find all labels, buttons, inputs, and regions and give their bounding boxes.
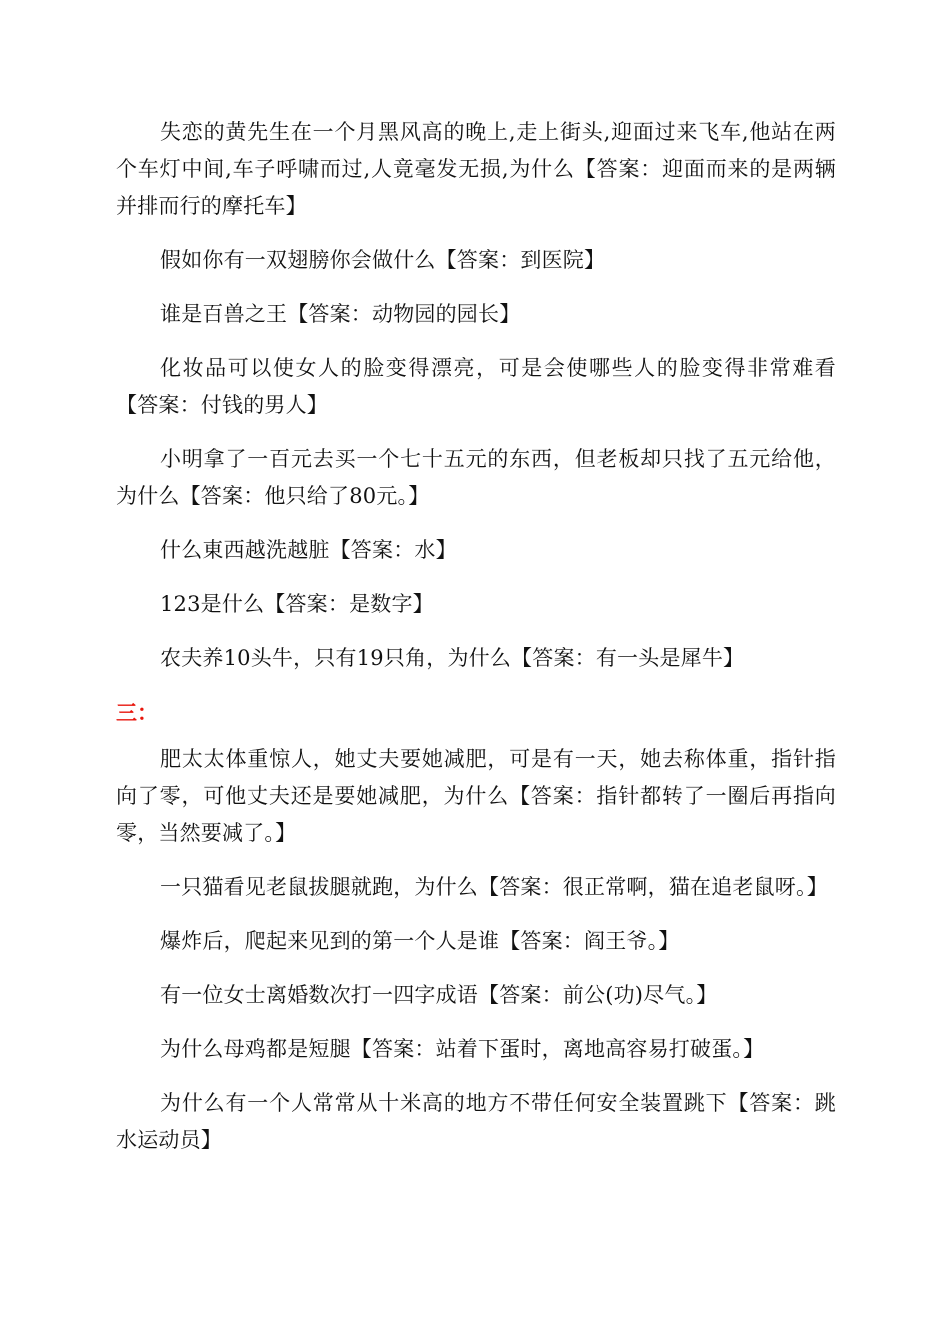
riddle-paragraph: 一只猫看见老鼠拔腿就跑，为什么【答案：很正常啊，猫在追老鼠呀。】 — [160, 875, 828, 899]
riddle-paragraph: 什么東西越洗越脏【答案：水】 — [160, 538, 457, 562]
riddle-paragraph: 假如你有一双翅膀你会做什么【答案：到医院】 — [160, 248, 606, 272]
riddle-paragraph: 有一位女士离婚数次打一四字成语【答案：前公(功)尽气。】 — [160, 983, 718, 1007]
document-page — [116, 114, 836, 1176]
riddle-paragraph: 为什么母鸡都是短腿【答案：站着下蛋时，离地高容易打破蛋。】 — [160, 1037, 765, 1061]
riddle-paragraph: 123是什么【答案：是数字】 — [160, 592, 434, 616]
riddle-paragraph: 失恋的黄先生在一个月黑风高的晚上,走上街头,迎面过来飞车,他站在两个车灯中间,车子呼啸而过,人竟毫发无损,为什么【答案：迎面而来的是两辆并排而行的摩托车】 — [116, 120, 836, 218]
riddle-paragraph: 谁是百兽之王【答案：动物园的园长】 — [160, 302, 521, 326]
riddle-paragraph: 农夫养10头牛，只有19只角，为什么【答案：有一头是犀牛】 — [160, 646, 745, 670]
riddle-paragraph: 肥太太体重惊人，她丈夫要她减肥，可是有一天，她去称体重，指针指向了零，可他丈夫还是要她减肥，为什么【答案：指针都转了一圈后再指向零，当然要减了。】 — [116, 747, 836, 845]
riddle-paragraph: 为什么有一个人常常从十米高的地方不带任何安全装置跳下【答案：跳水运动员】 — [116, 1091, 836, 1152]
riddle-paragraph: 化妆品可以使女人的脸变得漂亮，可是会使哪些人的脸变得非常难看【答案：付钱的男人】 — [116, 356, 836, 417]
riddle-paragraph: 小明拿了一百元去买一个七十五元的东西，但老板却只找了五元给他，为什么【答案：他只给了80元。】 — [116, 447, 836, 508]
riddle-paragraph: 爆炸后，爬起来见到的第一个人是谁【答案：阎王爷。】 — [160, 929, 680, 953]
section-heading: 三： — [116, 700, 158, 725]
